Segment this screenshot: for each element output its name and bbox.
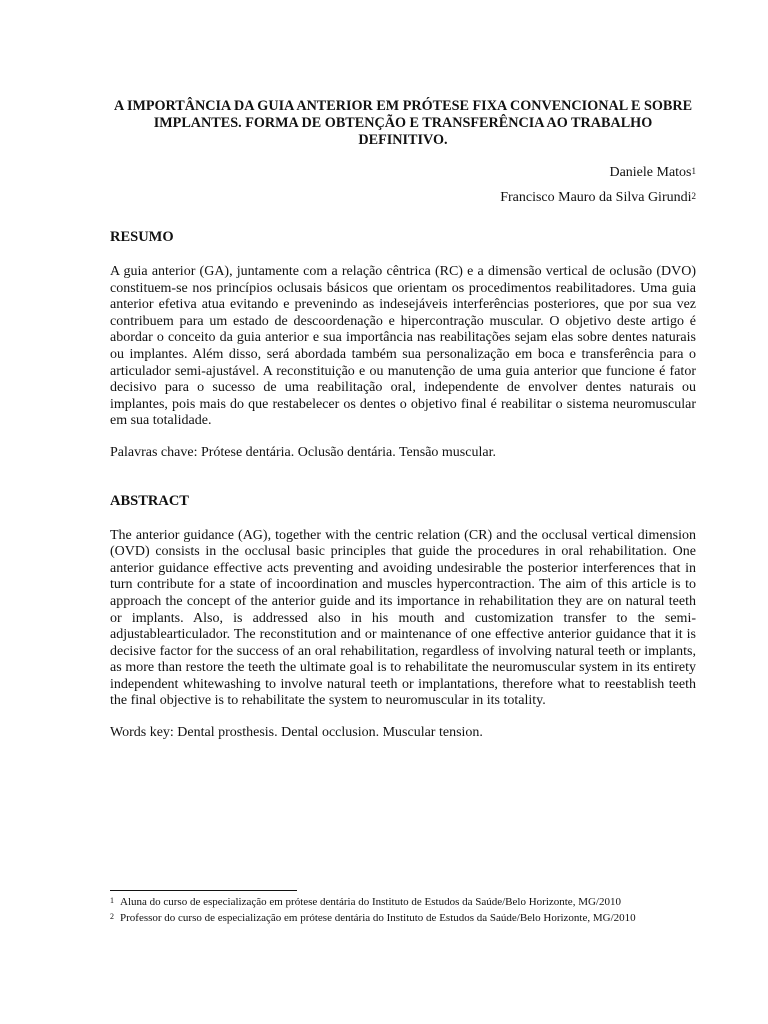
footnote-divider [110, 890, 297, 891]
abstract-heading: ABSTRACT [110, 492, 189, 509]
author-1-name: Daniele Matos [609, 165, 692, 180]
author-2-mark: 2 [691, 191, 696, 201]
paper-title: A IMPORTÂNCIA DA GUIA ANTERIOR EM PRÓTESE FIXA CONVENCIONAL E SOBRE IMPLANTES. FORMA DE OBTENÇÃO E TRANSFERÊNCIA AO TRABALHO DEFINITIVO. [113, 98, 693, 148]
author-list [110, 165, 696, 206]
paper-page [110, 98, 696, 742]
author-2 [110, 190, 696, 206]
author-1 [110, 165, 696, 181]
resumo-text: A guia anterior (GA), juntamente com a relação cêntrica (RC) e a dimensão vertical de oclusão (DVO) constituem-se nos princípios oclusais básicos que orientam os procedimentos reabilitadores. Uma guia anterior efetiva atua evitando e prevenindo as indesejáveis interferências posteriores, que por sua vez contribuem para um estado de descoordenação e hipercontração muscular. O objetivo deste artigo é abordar o conceito da guia anterior e sua importância nas reabilitações sejam elas sobre dentes naturais ou implantes. Além disso, será abordada também sua personalização em boca e transferência para o articulador semi-ajustável. A reconstituição e ou manutenção de uma guia anterior que funcione é fator decisivo para o sucesso de uma reabilitação oral, independente de envolver dentes naturais ou implantes, pois mais do que restabelecer os dentes o objetivo final é reabilitar o sistema neuromuscular em sua totalidade. [110, 264, 696, 429]
footnote-1-text: Aluna do curso de especialização em prótese dentária do Instituto de Estudos da Saúde/Belo Horizonte, MG/2010 [120, 896, 621, 908]
footnote-1-mark: 1 [110, 896, 114, 905]
author-2-name: Francisco Mauro da Silva Girundi [500, 190, 692, 205]
footnotes [110, 896, 696, 928]
footnote-2-text: Professor do curso de especialização em prótese dentária do Instituto de Estudos da Saúde/Belo Horizonte, MG/2010 [120, 911, 636, 924]
abstract-text: The anterior guidance (AG), together with the centric relation (CR) and the occlusal vertical dimension (OVD) consists in the occlusal basic principles that guide the procedures in oral rehabilitation. One anterior guidance effective acts preventing and avoiding undesirable the posterior interferences that in turn contribute for a state of incoordination and muscles hypercontraction. The aim of this article is to approach the concept of the anterior guide and its importance in rehabilitation they are on natural teeth or implants. Also, is addressed also in his mouth and customization transfer to the semi-adjustablearticulador. The reconstitution and or maintenance of one effective anterior guidance that it is decisive factor for the success of an oral rehabilitation, regardless of involving natural teeth or implants, as more than restore the teeth the ultimate goal is to rehabilitate the neuromuscular system in its entirety independent whitewashing to involve natural teeth or implantations, therefore what to reestablish teeth the final objective is to rehabilitate the system to neuromuscular in its totality. [110, 527, 696, 709]
footnote-1 [110, 896, 696, 909]
resumo-heading: RESUMO [110, 229, 174, 245]
author-1-mark: 1 [691, 166, 696, 176]
abstract-keywords: Words key: Dental prosthesis. Dental occlusion. Muscular tension. [110, 725, 483, 741]
footnote-2 [110, 912, 696, 925]
footnote-2-mark: 2 [110, 911, 114, 921]
resumo-keywords: Palavras chave: Prótese dentária. Oclusão dentária. Tensão muscular. [110, 444, 496, 460]
